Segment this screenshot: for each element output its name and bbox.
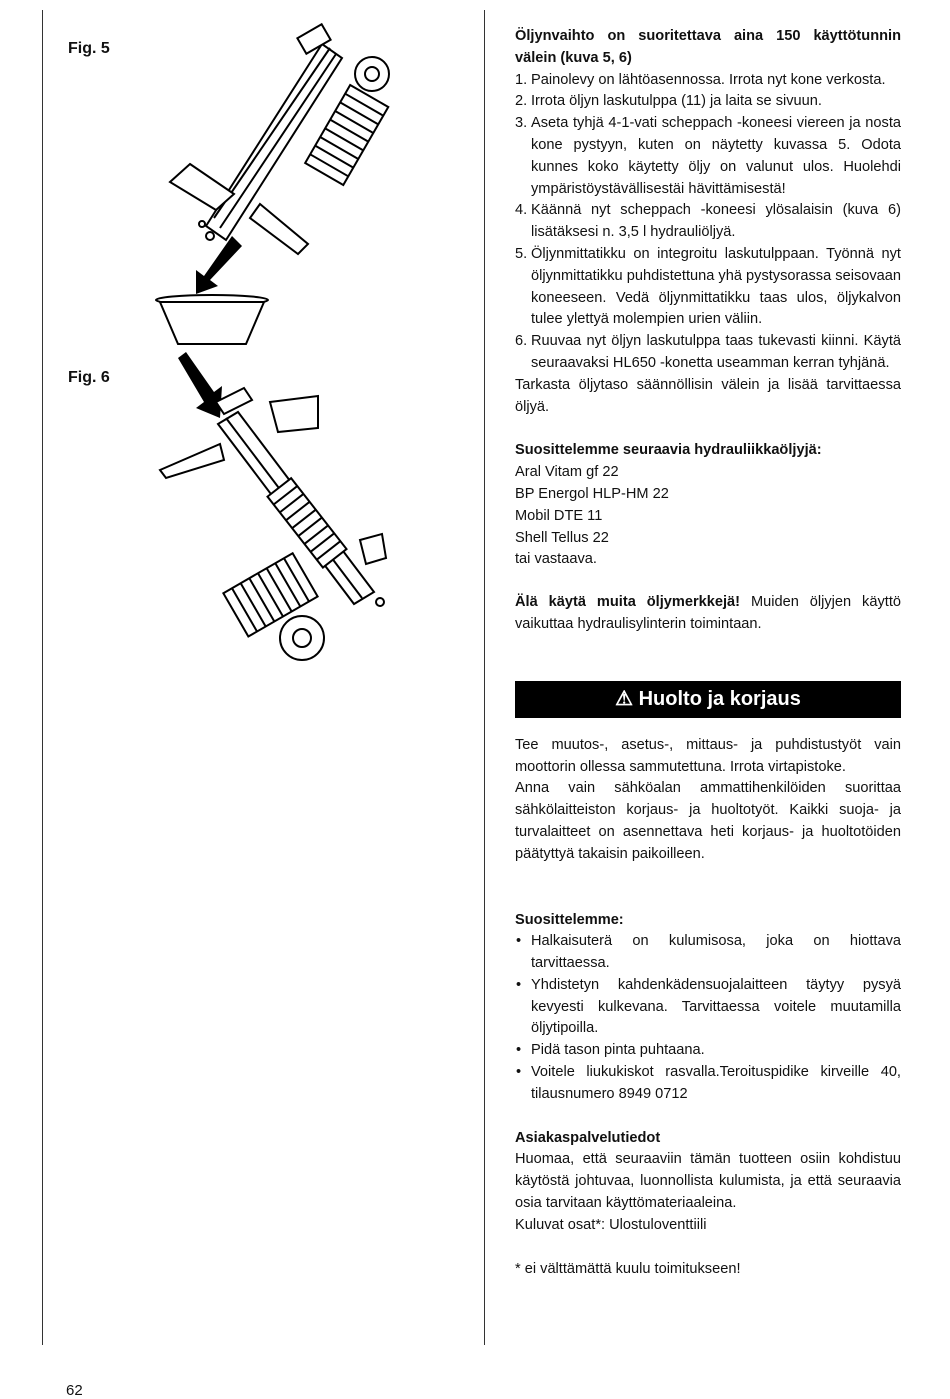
recommend-list [515,931,901,1105]
oil-item: BP Energol HLP-HM 22 [515,485,669,502]
maintenance-p1: Tee muutos-, asetus-, mittaus- ja puhdistustyöt vain moottorin ollessa sammutettuna. Irrota virtapistoke. [515,736,901,775]
warning-paragraph [515,592,901,636]
fig5-illustration [150,14,410,354]
page-number: 62 [66,1382,83,1399]
left-margin-rule [42,10,43,1345]
step-text: Painolevy on lähtöasennossa. Irrota nyt kone verkosta. [531,71,886,88]
step-number: 6. [515,333,528,350]
right-column [515,26,901,1280]
column-divider-rule [484,10,485,1345]
recommend-item: • Pidä tason pinta puhtaana. [516,1042,705,1059]
warning-bold: Älä käytä muita öljymerkkejä! [515,594,741,611]
maintenance-banner: ⚠ Huolto ja korjaus [515,681,901,718]
step-text: Ruuvaa nyt öljyn laskutulppa taas tukevasti kiinni. Käytä seuraavaksi HL650 -konetta useamman kerran tyhjänä. [531,333,901,371]
step-item [515,244,901,331]
warning-text: Muiden öljyjen käyttö vaikuttaa hydraulisylinterin toimintaan. [515,594,901,632]
step-item [515,200,901,244]
oil-change-steps [515,70,901,375]
step-item [515,331,901,375]
step-number: 2. [515,93,528,110]
fig6-illustration [150,352,420,672]
recommend-heading: Suosittelemme: [515,911,624,928]
fig5-label: Fig. 5 [68,40,110,57]
step-item [515,113,901,200]
recommend-item: • Yhdistetyn kahdenkädensuojalaitteen täytyy pysyä kevyesti kulkevana. Tarvittaessa voitele muutamilla öljytipoilla. [516,976,901,1037]
recommend-item: • Voitele liukukiskot rasvalla.Teroituspidike kirveille 40, tilausnumero 8949 0712 [516,1064,901,1102]
oils-heading: Suosittelemme seuraavia hydrauliikkaöljyjä: [515,442,822,459]
oil-item: Aral Vitam gf 22 [515,464,619,481]
oil-item: tai vastaava. [515,551,597,568]
step-text: Aseta tyhjä 4-1-vati scheppach -koneesi viereen ja nosta kone pystyyn, kuten on näytetty kuvassa 5. Odota kunnes koko käytetty öljy on valunut ulos. Huolehdi ympäristöystävällisestäi hävittämisestä! [531,115,901,197]
service-footnote: * ei välttämättä kuulu toimitukseen! [515,1260,741,1277]
maintenance-p2: Anna vain sähköalan ammattihenkilöiden suorittaa sähkölaitteiston korjaus- ja huoltotyöt. Kaikki suoja- ja turvalaitteet on asennettava heti korjaus- ja huoltotöiden päätyttyä takaisin paikoilleen. [515,780,901,862]
service-p2: Kuluvat osat*: Ulostuloventtiili [515,1216,707,1233]
step-number: 5. [515,245,528,262]
oil-change-heading: Öljynvaihto on suoritettava aina 150 käyttötunnin välein (kuva 5, 6) [515,28,901,66]
oil-item: Shell Tellus 22 [515,529,609,546]
step-number: 4. [515,202,528,219]
step-text: Öljynmittatikku on integroitu laskutulppaan. Työnnä nyt öljynmittatikku puhdistettuna yhä pystysorassa seisovaan koneeseen. Vedä öljynmittatikku taas ulos, öljykalvon tulee ylettyä molempien urien väliin. [531,245,901,328]
service-heading: Asiakaspalvelutiedot [515,1129,661,1146]
service-p1: Huomaa, että seuraaviin tämän tuotteen osiin kohdistuu käytöstä johtuvaa, luonnollista kulumista, ja että seuraavia osia tarvitaan käyttömateriaaleina. [515,1151,901,1212]
step-number: 1. [515,71,528,88]
step-text: Käännä nyt scheppach -koneesi ylösalaisin (kuva 6) lisätäksesi n. 3,5 l hydrauliöljyä. [531,202,901,241]
step-text: Irrota öljyn laskutulppa (11) ja laita se sivuun. [531,93,822,110]
check-note: Tarkasta öljytaso säännöllisin välein ja lisää tarvittaessa öljyä. [515,376,901,415]
oil-item: Mobil DTE 11 [515,507,603,524]
fig6-label: Fig. 6 [68,369,110,386]
recommend-item: • Halkaisuterä on kulumisosa, joka on hiottava tarvittaessa. [516,933,901,972]
step-item [515,91,901,113]
step-number: 3. [515,115,528,132]
step-item [515,70,901,92]
